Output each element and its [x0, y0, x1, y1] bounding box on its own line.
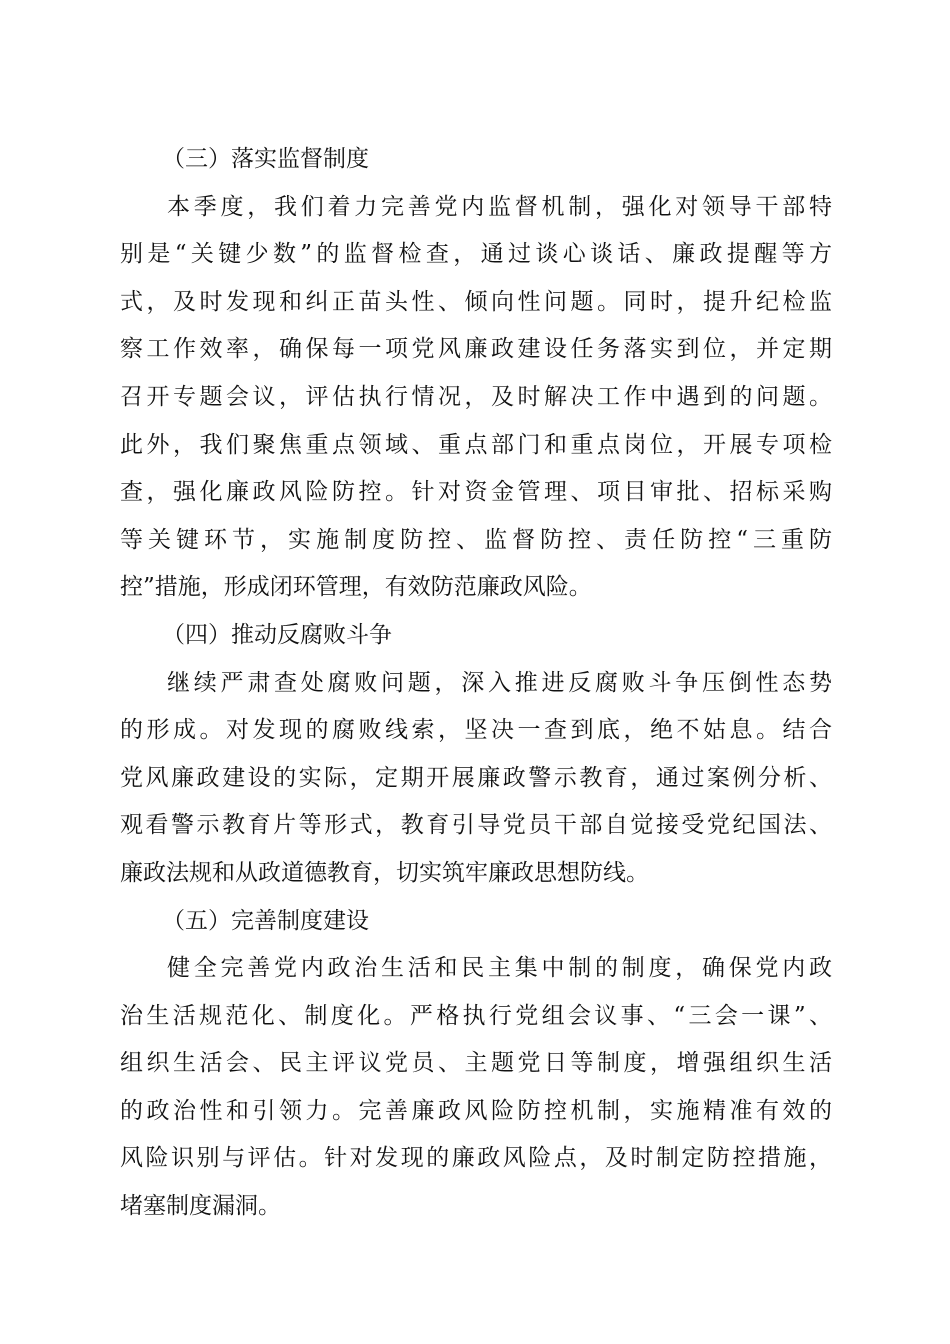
text-line: 健全完善党内政治生活和民主集中制的制度，确保党内政 [167, 955, 832, 982]
paragraph [120, 184, 832, 612]
text-line: 察工作效率，确保每一项党风廉政建设任务落实到位，并定期 [120, 336, 832, 363]
text-line: 式，及时发现和纠正苗头性、倾向性问题。同时，提升纪检监 [120, 288, 832, 315]
text-line: 查，强化廉政风险防控。针对资金管理、项目审批、招标采购 [120, 479, 832, 506]
document-page [120, 136, 832, 1231]
text-line: 此外，我们聚焦重点领域、重点部门和重点岗位，开展专项检 [120, 431, 832, 458]
section-5 [120, 898, 832, 1231]
text-line: 召开专题会议，评估执行情况，及时解决工作中遇到的问题。 [120, 383, 832, 410]
section-heading: （三）落实监督制度 [162, 146, 369, 172]
text-line: 党风廉政建设的实际，定期开展廉政警示教育，通过案例分析、 [120, 764, 832, 791]
text-line: 继续严肃查处腐败问题，深入推进反腐败斗争压倒性态势 [167, 669, 832, 696]
paragraph [120, 945, 832, 1231]
section-heading: （四）推动反腐败斗争 [162, 621, 392, 648]
text-line: 治生活规范化、制度化。严格执行党组会议事、“三会一课”、 [120, 1002, 832, 1029]
text-line: 的政治性和引领力。完善廉政风险防控机制，实施精准有效的 [120, 1097, 832, 1124]
text-line: 的形成。对发现的腐败线索，坚决一查到底，绝不姑息。结合 [120, 717, 832, 744]
text-line: 风险识别与评估。针对发现的廉政风险点，及时制定防控措施， [120, 1145, 832, 1172]
text-line: 观看警示教育片等形式，教育引导党员干部自觉接受党纪国法、 [120, 812, 832, 839]
text-line: 别是“关键少数”的监督检查，通过谈心谈话、廉政提醒等方 [120, 241, 832, 268]
section-4 [120, 612, 832, 898]
text-line: 组织生活会、民主评议党员、主题党日等制度，增强组织生活 [120, 1050, 832, 1077]
text-line: 堵塞制度漏洞。 [120, 1193, 281, 1220]
text-line: 廉政法规和从政道德教育，切实筑牢廉政思想防线。 [120, 859, 649, 886]
section-heading: （五）完善制度建设 [162, 907, 369, 934]
text-line: 控”措施，形成闭环管理，有效防范廉政风险。 [120, 574, 592, 601]
section-3 [120, 136, 832, 612]
paragraph [120, 660, 832, 898]
text-line: 本季度，我们着力完善党内监督机制，强化对领导干部特 [167, 193, 832, 220]
text-line: 等关键环节，实施制度防控、监督防控、责任防控“三重防 [120, 526, 832, 553]
